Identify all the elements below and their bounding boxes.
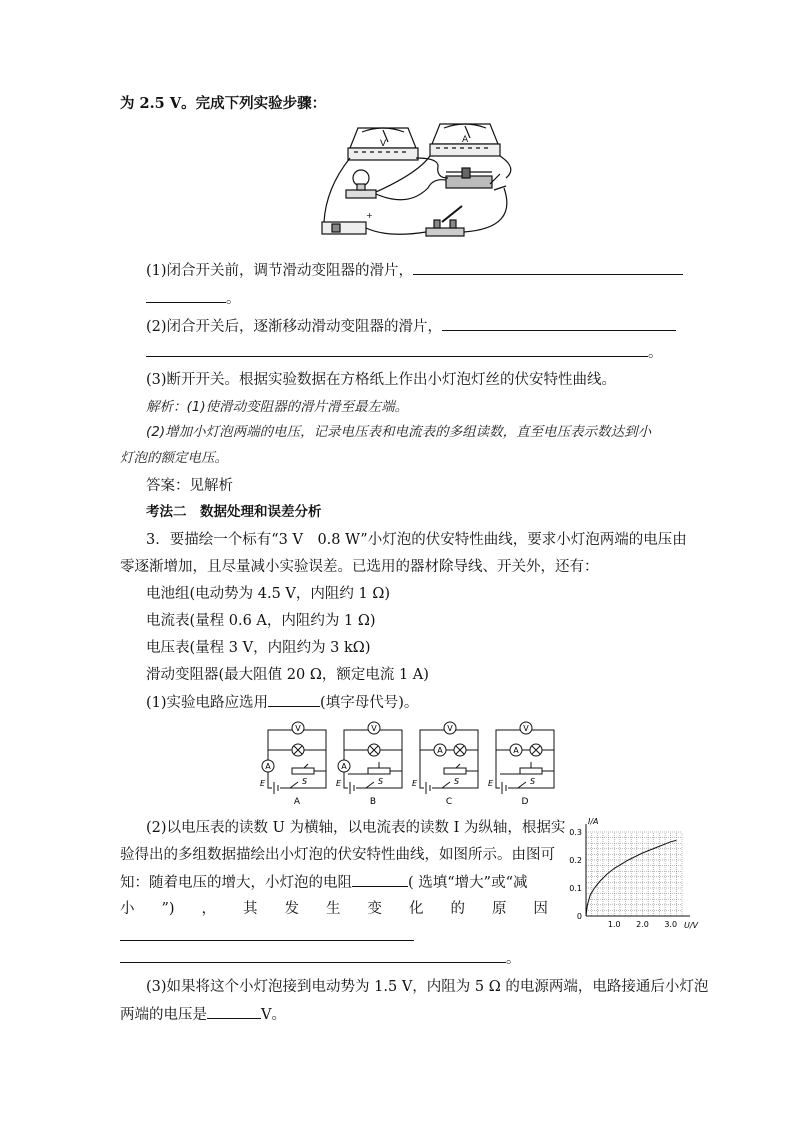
spread-char: 的 — [450, 901, 465, 917]
battery-gap — [424, 784, 432, 792]
step1-text: (1)闭合开关前，调节滑动变阻器的滑片， — [146, 263, 414, 279]
equipment-battery: 电池组(电动势为 4.5 V，内阻约 1 Ω) — [146, 586, 391, 602]
option-label: A — [293, 797, 301, 807]
solution-line-1: 解析：(1)使滑动变阻器的滑片滑至最左端。 — [146, 399, 409, 415]
apparatus-illustration — [318, 118, 532, 246]
spread-char: 小 — [120, 901, 135, 917]
iu-chart — [560, 814, 699, 934]
answer-blank[interactable] — [146, 342, 648, 357]
spread-char: 其 — [243, 901, 258, 917]
answer-blank[interactable] — [268, 692, 320, 707]
period: 。 — [648, 345, 663, 361]
switch-label: S — [302, 777, 308, 786]
q3-line-2: 零逐渐增加，且尽量减小实验误差。已选用的器材除导线、开关外，还有： — [120, 559, 599, 575]
x-tick-label: 2.0 — [636, 920, 649, 929]
circuit-frame — [420, 730, 478, 788]
svg-text:+: + — [366, 211, 373, 220]
source-label: E — [336, 779, 342, 788]
equipment-voltmeter: 电压表(量程 3 V，内阻约为 3 kΩ) — [146, 640, 371, 656]
answer-blank[interactable] — [120, 948, 506, 963]
ammeter-label: A — [462, 135, 469, 145]
y-axis-label: I/A — [588, 817, 599, 826]
answer-blank[interactable] — [442, 316, 676, 331]
circuit-frame — [344, 730, 402, 788]
circuit-option-b — [336, 722, 402, 807]
source-label: E — [412, 779, 418, 788]
y-tick-label: 0 — [576, 912, 582, 921]
battery-gap — [348, 784, 356, 792]
switch-icon — [366, 782, 374, 788]
spread-char: 变 — [367, 901, 382, 917]
option-label: D — [521, 797, 529, 807]
answer-blank[interactable] — [207, 1004, 261, 1019]
circuit-frame — [496, 730, 554, 788]
q3-part3-unit: V。 — [261, 1007, 286, 1023]
q3-part1-text: (1)实验电路应选用 — [146, 695, 269, 711]
battery-gap — [272, 784, 280, 792]
q3-part2-line-4 — [120, 899, 548, 919]
q3-part3-line-2 — [120, 1004, 286, 1025]
q3-part1-line — [146, 692, 418, 713]
y-tick-label: 0.2 — [569, 856, 582, 865]
voltmeter-label: V — [295, 724, 301, 733]
spread-char: 化 — [408, 901, 424, 917]
period: 。 — [226, 291, 241, 307]
period: 。 — [506, 951, 521, 967]
ammeter-label: A — [265, 762, 271, 771]
switch-label: S — [530, 777, 536, 786]
x-tick-label: 3.0 — [664, 920, 678, 929]
y-tick-label: 0.3 — [569, 828, 582, 837]
step3-line: (3)断开开关。根据实验数据在方格纸上作出小灯泡灯丝的伏安特性曲线。 — [146, 372, 617, 388]
ammeter-label: A — [437, 746, 443, 755]
voltmeter-label: V — [380, 139, 387, 149]
circuit-option-a — [260, 722, 326, 807]
switch-icon — [442, 782, 450, 788]
battery-icon — [322, 211, 373, 234]
q3-part3-text: 两端的电压是 — [120, 1007, 207, 1023]
switch-label: S — [378, 777, 384, 786]
option-label: C — [445, 797, 453, 807]
circuit-option-d — [488, 722, 554, 807]
equipment-rheostat: 滑动变阻器(最大阻值 20 Ω，额定电流 1 A) — [146, 667, 429, 683]
x-tick-label: 1.0 — [607, 920, 621, 929]
x-axis-label: U/V — [684, 921, 699, 930]
spread-char: 因 — [533, 901, 548, 917]
voltmeter-label: V — [523, 724, 529, 733]
rheostat-icon — [444, 768, 466, 774]
option-label: B — [369, 797, 377, 807]
switch-label: S — [454, 777, 460, 786]
spread-char: 生 — [326, 901, 341, 917]
step1-line — [146, 260, 683, 281]
solution-line-3: 灯泡的额定电压。 — [120, 450, 228, 466]
spread-char: ， — [201, 901, 217, 917]
bulb-icon — [346, 170, 376, 198]
section-heading: 考法二 数据处理和误差分析 — [146, 504, 322, 520]
switch-icon — [518, 782, 526, 788]
q3-part2-line-3 — [120, 872, 528, 893]
spread-char: 原 — [491, 901, 507, 917]
answer-line: 答案：见解析 — [146, 478, 233, 494]
answer-blank[interactable] — [413, 260, 683, 275]
intro-line: 为 2.5 V。完成下列实验步骤： — [120, 95, 327, 112]
step2-text: (2)闭合开关后，逐渐移动滑动变阻器的滑片， — [146, 319, 443, 335]
answer-blank[interactable] — [120, 926, 414, 941]
q3-part1-hint: (填字母代号)。 — [320, 695, 419, 711]
rheostat-icon — [368, 768, 390, 774]
equipment-ammeter: 电流表(量程 0.6 A，内阻约为 1 Ω) — [146, 613, 376, 629]
rheostat-icon — [446, 168, 506, 190]
voltmeter-label: V — [447, 724, 453, 733]
circuit-frame — [268, 730, 326, 788]
circuit-options — [258, 718, 564, 806]
answer-blank[interactable] — [146, 288, 226, 303]
q3-part3-line-1: (3)如果将这个小灯泡接到电动势为 1.5 V，内阻为 5 Ω 的电源两端，电路接通后小灯泡 — [146, 979, 709, 995]
q3-line-1: 3．要描绘一个标有“3 V 0.8 W”小灯泡的伏安特性曲线，要求小灯泡两端的电压由 — [146, 532, 687, 548]
ammeter-label: A — [513, 746, 519, 755]
source-label: E — [260, 779, 266, 788]
answer-blank-line — [120, 926, 414, 947]
source-label: E — [488, 779, 494, 788]
answer-blank[interactable] — [352, 872, 408, 887]
q3-part2-hint: ( 选填“增大”或“减 — [408, 875, 528, 891]
q3-part2-text: 知：随着电压的增大，小灯泡的电阻 — [120, 875, 352, 891]
circuit-option-c — [412, 722, 478, 807]
switch-icon — [426, 206, 464, 236]
rheostat-icon — [520, 768, 542, 774]
ammeter-label: A — [341, 762, 347, 771]
y-tick-label: 0.1 — [569, 884, 582, 893]
step2-cont — [146, 342, 663, 363]
voltmeter-label: V — [371, 724, 377, 733]
battery-gap — [500, 784, 508, 792]
spread-char: 发 — [284, 901, 300, 917]
q3-part2-line-2: 验得出的多组数据描绘出小灯泡的伏安特性曲线，如图所示。由图可 — [120, 847, 555, 863]
spread-char: ”) — [161, 901, 175, 917]
solution-line-2: (2)增加小灯泡两端的电压，记录电压表和电流表的多组读数，直至电压表示数达到小 — [146, 424, 652, 440]
answer-blank-line — [120, 948, 521, 969]
rheostat-icon — [292, 768, 314, 774]
step2-line — [146, 316, 676, 337]
step1-cont — [146, 288, 241, 309]
q3-part2-line-1: (2)以电压表的读数 U 为横轴，以电流表的读数 I 为纵轴，根据实 — [146, 820, 566, 836]
switch-icon — [290, 782, 298, 788]
